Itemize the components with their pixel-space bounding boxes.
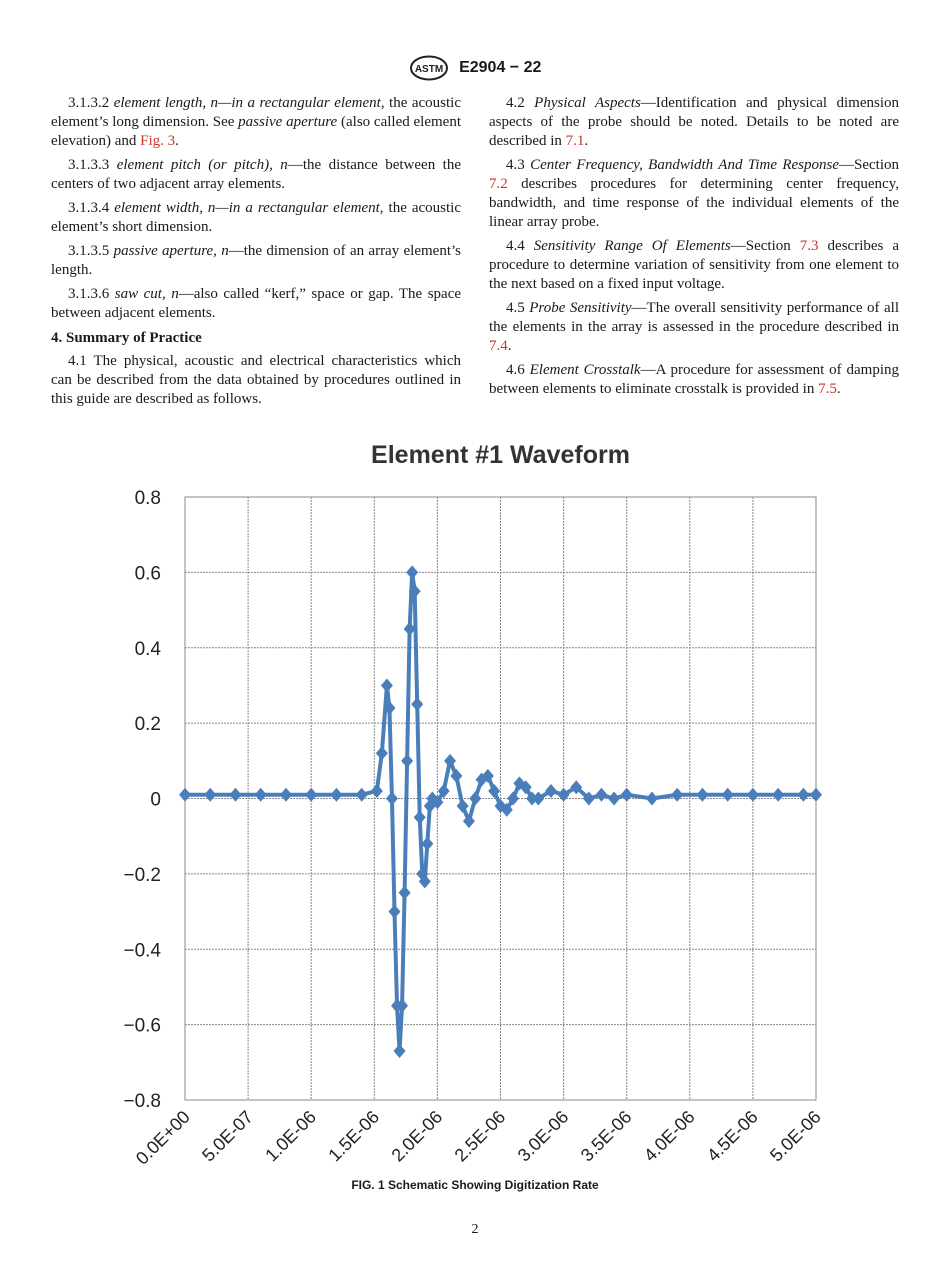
data-point	[414, 810, 426, 824]
y-tick-label: 0.8	[134, 488, 161, 509]
data-point	[280, 788, 292, 802]
data-point	[381, 678, 393, 692]
para-4-4: 4.4 Sensitivity Range Of Elements—Section 7.3 describes a procedure to determine variation of sensitivity from one element to the next based on a fixed input voltage.	[489, 238, 900, 292]
ref-7-2-link[interactable]: 7.2	[489, 176, 508, 192]
x-tick-label: 5.0E-06	[766, 1106, 825, 1166]
x-tick-label: 4.0E-06	[639, 1106, 699, 1166]
y-tick-label: −0.2	[123, 864, 161, 886]
data-point	[621, 788, 633, 802]
data-point	[255, 788, 267, 802]
y-tick-label: 0	[150, 789, 161, 811]
data-point	[305, 788, 317, 802]
data-point	[558, 788, 570, 802]
para-4-1: 4.1 The physical, acoustic and electrical characteristics which can be described from the data obtained by procedures outlined in this guide are described as follows.	[51, 353, 461, 407]
data-point	[204, 788, 216, 802]
data-point	[797, 788, 809, 802]
data-point	[772, 788, 784, 802]
waveform-chart	[100, 430, 860, 1175]
data-point	[399, 886, 411, 900]
x-tick-label: 3.5E-06	[576, 1106, 636, 1166]
data-point	[386, 792, 398, 806]
para-3-1-3-5: 3.1.3.5 passive aperture, n—the dimension of an array element’s length.	[51, 243, 462, 278]
data-point	[371, 784, 383, 798]
data-point	[595, 788, 607, 802]
data-point	[696, 788, 708, 802]
data-point	[401, 754, 413, 768]
standard-designation: E2904 − 22	[459, 59, 542, 76]
svg-text:ASTM: ASTM	[414, 64, 443, 75]
para-3-1-3-2: 3.1.3.2 element length, n—in a rectangular element, the acoustic element’s long dimension. See passive aperture (also called element elevation) and Fig. 3.	[51, 95, 461, 149]
para-3-1-3-3: 3.1.3.3 element pitch (or pitch), n—the distance between the centers of two adjacent array elements.	[51, 157, 461, 192]
para-4-5: 4.5 Probe Sensitivity—The overall sensitivity performance of all the elements in the array is assessed in the procedure described in 7.4.	[489, 300, 899, 354]
data-point	[747, 788, 759, 802]
y-tick-label: −0.8	[123, 1091, 161, 1112]
chart-title: Element #1 Waveform	[371, 441, 630, 469]
y-tick-label: −0.6	[123, 1015, 161, 1037]
data-point	[376, 746, 388, 760]
data-point	[356, 788, 368, 802]
ref-7-5-link[interactable]: 7.5	[818, 381, 837, 397]
para-4-6: 4.6 Element Crosstalk—A procedure for assessment of damping between elements to eliminate crosstalk is provided in 7.5.	[489, 362, 900, 397]
data-point	[330, 788, 342, 802]
data-point	[545, 784, 557, 798]
page-header	[0, 55, 950, 81]
y-tick-label: 0.4	[134, 638, 161, 660]
data-point	[608, 792, 620, 806]
ref-7-4-link[interactable]: 7.4	[489, 338, 508, 354]
x-tick-label: 4.5E-06	[703, 1106, 762, 1166]
para-3-1-3-6: 3.1.3.6 saw cut, n—also called “kerf,” space or gap. The space between adjacent elements.	[51, 286, 462, 321]
x-tick-label: 2.0E-06	[387, 1106, 447, 1166]
para-4-2: 4.2 Physical Aspects—Identification and physical dimension aspects of the probe should be noted. Details to be noted are described in 7.1.	[489, 95, 899, 149]
y-tick-label: −0.4	[123, 940, 161, 962]
ref-7-3-link[interactable]: 7.3	[799, 238, 819, 254]
right-column	[489, 94, 899, 404]
data-point	[532, 792, 544, 806]
data-point	[179, 788, 191, 802]
x-tick-label: 3.0E-06	[513, 1106, 573, 1166]
fig-3-link[interactable]: Fig. 3	[140, 133, 176, 149]
figure-caption: FIG. 1 Schematic Showing Digitization Rate	[351, 1178, 599, 1192]
data-point	[722, 788, 734, 802]
x-tick-label: 5.0E-07	[198, 1106, 257, 1166]
y-tick-label: 0.2	[134, 714, 161, 736]
data-point	[229, 788, 241, 802]
para-4-3: 4.3 Center Frequency, Bandwidth And Time Response—Section 7.2 describes procedures for determining center frequency, bandwidth, and time response of the individual elements of the linear array probe.	[489, 157, 900, 230]
x-tick-label: 0.0E+00	[131, 1106, 194, 1169]
data-point	[406, 565, 418, 579]
astm-logo-icon	[409, 55, 449, 81]
data-point	[394, 1044, 406, 1058]
data-point	[388, 905, 400, 919]
x-tick-label: 2.5E-06	[450, 1106, 510, 1166]
data-point	[671, 788, 683, 802]
x-tick-label: 1.5E-06	[324, 1106, 384, 1166]
ref-7-1-link[interactable]: 7.1	[565, 133, 585, 149]
data-point	[469, 792, 481, 806]
x-tick-label: 1.0E-06	[261, 1106, 321, 1166]
page-number: 2	[471, 1222, 479, 1237]
y-tick-label: 0.6	[134, 563, 161, 585]
data-point	[810, 788, 822, 802]
section-heading: 4. Summary of Practice	[51, 330, 202, 346]
para-3-1-3-4: 3.1.3.4 element width, n—in a rectangular element, the acoustic element’s short dimension.	[51, 200, 461, 235]
data-point	[646, 792, 658, 806]
data-point	[411, 697, 423, 711]
left-column	[51, 94, 461, 414]
